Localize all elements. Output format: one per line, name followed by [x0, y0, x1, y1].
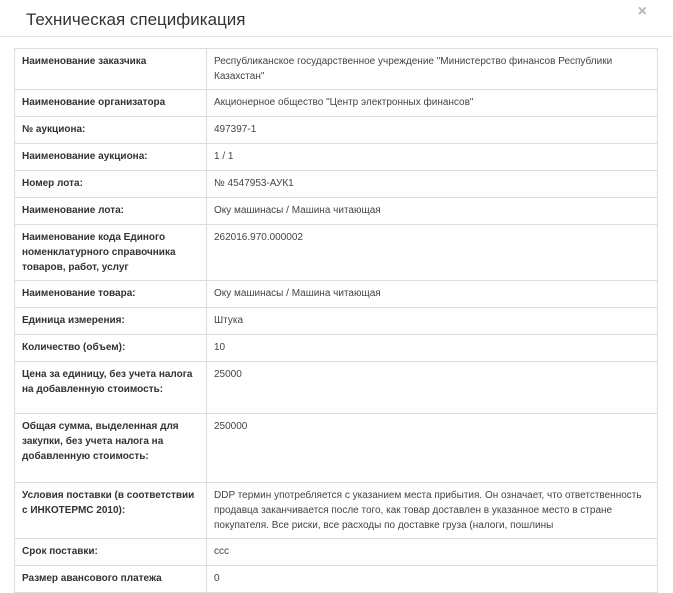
row-label: Номер лота:: [15, 171, 207, 198]
row-value: 0: [207, 566, 658, 593]
table-row: [15, 225, 658, 281]
row-value: 262016.970.000002: [207, 225, 658, 281]
row-value: Акционерное общество "Центр электронных финансов": [207, 90, 658, 117]
row-label: Единица измерения:: [15, 308, 207, 335]
row-label: № аукциона:: [15, 117, 207, 144]
row-value: 250000: [207, 414, 658, 483]
table-row: [15, 49, 658, 90]
row-value: Республиканское государственное учреждение "Министерство финансов Республики Казахстан": [207, 49, 658, 90]
row-value: 497397-1: [207, 117, 658, 144]
table-row: [15, 198, 658, 225]
row-label: Наименование заказчика: [15, 49, 207, 90]
header-divider: [0, 36, 673, 37]
table-row: [15, 308, 658, 335]
specification-table: [14, 48, 658, 593]
table-row: [15, 171, 658, 198]
close-icon[interactable]: ×: [637, 3, 647, 20]
row-label: Наименование аукциона:: [15, 144, 207, 171]
table-row: [15, 539, 658, 566]
table-row: [15, 414, 658, 483]
row-value: № 4547953-АУК1: [207, 171, 658, 198]
row-label: Наименование кода Единого номенклатурного справочника товаров, работ, услуг: [15, 225, 207, 281]
row-label: Наименование организатора: [15, 90, 207, 117]
row-value: Оку машинасы / Машина читающая: [207, 198, 658, 225]
row-value: 10: [207, 335, 658, 362]
table-row: [15, 90, 658, 117]
table-row: [15, 281, 658, 308]
row-label: Наименование товара:: [15, 281, 207, 308]
row-label: Наименование лота:: [15, 198, 207, 225]
row-label: Условия поставки (в соответствии с ИНКОТЕРМС 2010):: [15, 483, 207, 539]
row-label: Общая сумма, выделенная для закупки, без учета налога на добавленную стоимость:: [15, 414, 207, 483]
row-label: Размер авансового платежа: [15, 566, 207, 593]
table-row: [15, 144, 658, 171]
row-label: Срок поставки:: [15, 539, 207, 566]
row-value: Оку машинасы / Машина читающая: [207, 281, 658, 308]
table-row: [15, 362, 658, 414]
row-value: DDP термин употребляется с указанием места прибытия. Он означает, что ответственность продавца заканчивается после того, как товар доставлен в указанное место в стране покупателя. Все риски, все расходы по доставке груза (налоги, пошлины: [207, 483, 658, 539]
row-label: Количество (объем):: [15, 335, 207, 362]
row-value: ссс: [207, 539, 658, 566]
table-row: [15, 566, 658, 593]
table-row: [15, 483, 658, 539]
modal-title: Техническая спецификация: [26, 10, 246, 29]
row-value: Штука: [207, 308, 658, 335]
row-label: Цена за единицу, без учета налога на добавленную стоимость:: [15, 362, 207, 414]
table-row: [15, 335, 658, 362]
table-row: [15, 117, 658, 144]
row-value: 25000: [207, 362, 658, 414]
row-value: 1 / 1: [207, 144, 658, 171]
